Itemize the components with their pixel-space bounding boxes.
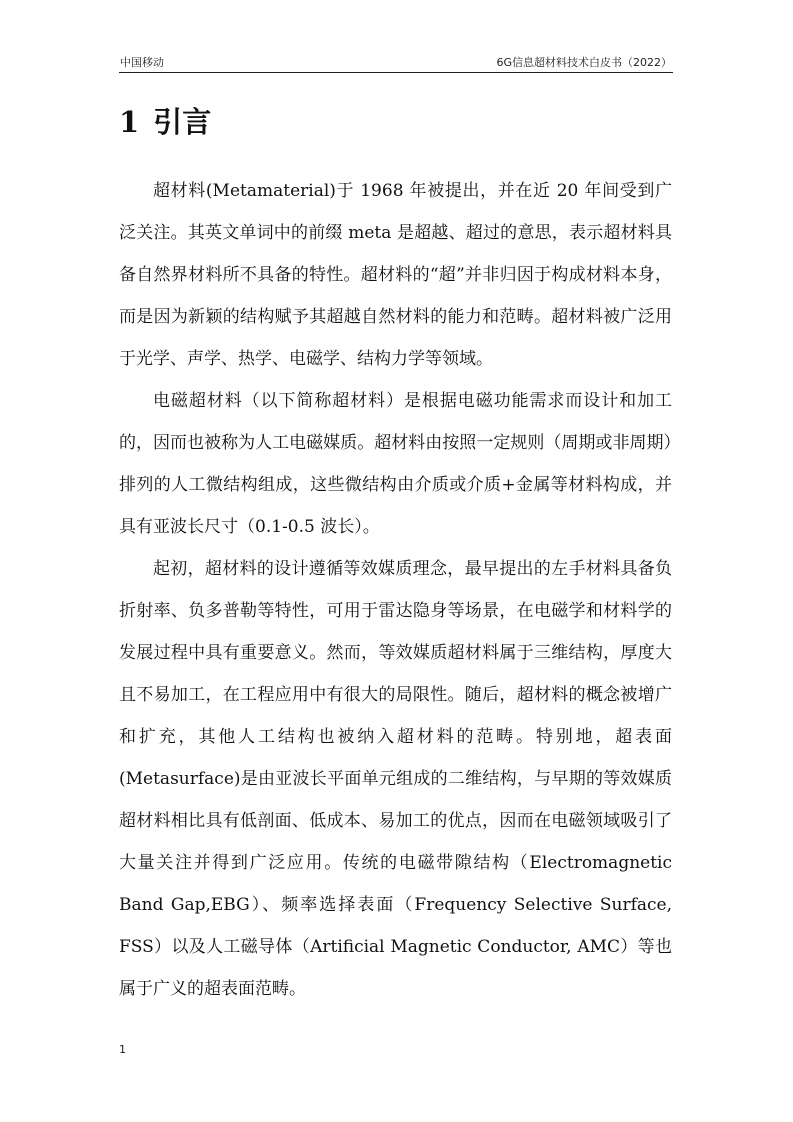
paragraph: 超材料(Metamaterial)于 1968 年被提出，并在近 20 年间受到广泛关注。其英文单词中的前缀 meta 是超越、超过的意思，表示超材料具备自然界材料所不具备的特性。超材料的“超”并非归因于构成材料本身，而是因为新颖的结构赋予其超越自然材料的能力和范畴。超材料被广泛用于光学、声学、热学、电磁学、结构力学等领域。 — [119, 181, 672, 369]
page-number: 1 — [119, 1043, 126, 1056]
body-text — [119, 170, 672, 1010]
section-heading — [119, 100, 211, 141]
header-divider — [119, 72, 673, 73]
section-number: 1 — [119, 105, 140, 139]
header-left-text: 中国移动 — [120, 56, 164, 69]
section-title-text: 引言 — [153, 105, 212, 139]
paragraph: 起初，超材料的设计遵循等效媒质理念，最早提出的左手材料具备负折射率、负多普勒等特性，可用于雷达隐身等场景，在电磁学和材料学的发展过程中具有重要意义。然而，等效媒质超材料属于三维结构，厚度大且不易加工，在工程应用中有很大的局限性。随后，超材料的概念被增广和扩充，其他人工结构也被纳入超材料的范畴。特别地，超表面(Metasurface)是由亚波长平面单元组成的二维结构，与早期的等效媒质超材料相比具有低剖面、低成本、易加工的优点，因而在电磁领域吸引了大量关注并得到广泛应用。传统的电磁带隙结构（Electromagnetic Band Gap,EBG）、频率选择表面（Frequency Selective Surface, FSS）以及人工磁导体（Artificial Magnetic Conductor, AMC）等也属于广义的超表面范畴。 — [119, 559, 672, 999]
header-right-text: 6G信息超材料技术白皮书（2022） — [496, 56, 672, 69]
paragraph: 电磁超材料（以下简称超材料）是根据电磁功能需求而设计和加工的，因而也被称为人工电磁媒质。超材料由按照一定规则（周期或非周期）排列的人工微结构组成，这些微结构由介质或介质+金属等材料构成，并具有亚波长尺寸（0.1-0.5 波长）。 — [119, 391, 672, 537]
